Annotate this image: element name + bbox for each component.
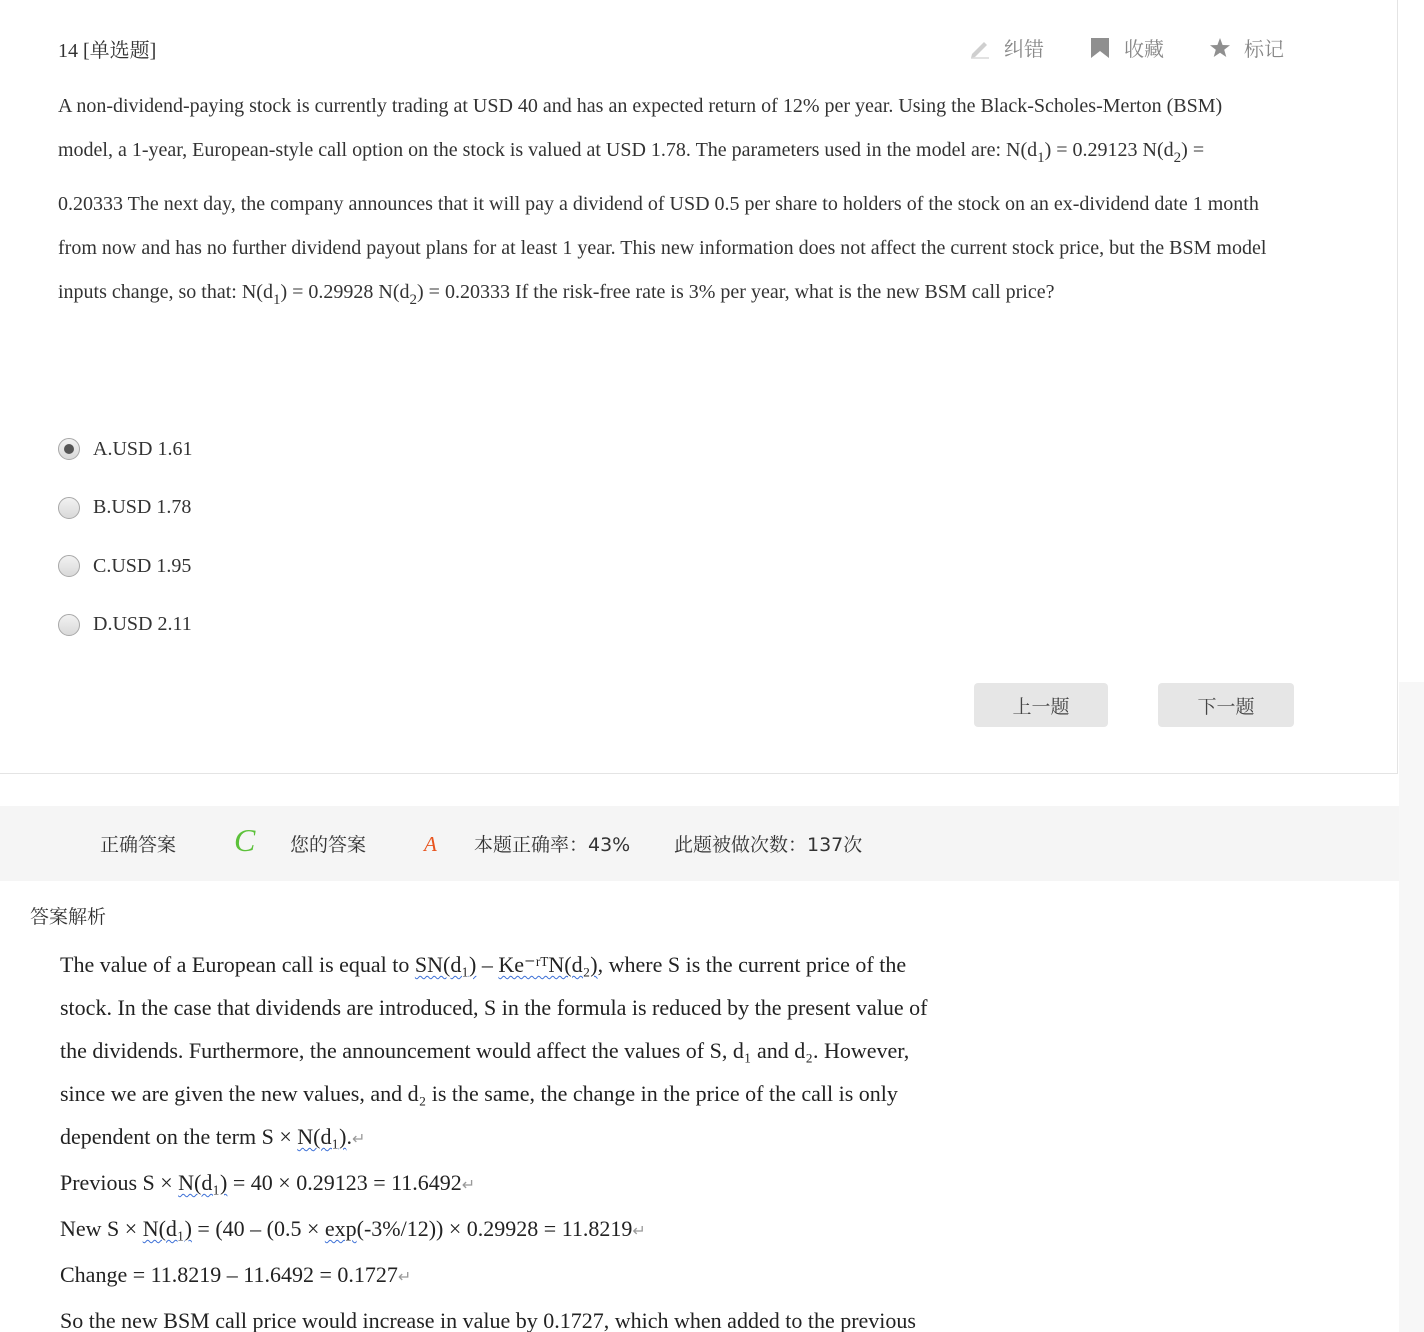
analysis-body — [60, 943, 1020, 1332]
stem-line: from now and has no further dividend payout plans for at least 1 year. This new information does not affect the current stock price, but the BSM model — [58, 237, 1267, 259]
star-icon — [1208, 36, 1232, 60]
option-a[interactable] — [58, 420, 192, 479]
option-label: B.USD 1.78 — [93, 496, 192, 519]
stem-line: 0.20333 The next day, the company announces that it will pay a dividend of USD 0.5 per share to holders of the stock on an ex-dividend date 1 month — [58, 193, 1259, 215]
question-toolbar — [968, 33, 1284, 62]
answer-options — [58, 420, 192, 654]
report-error-button[interactable] — [968, 33, 1044, 62]
mark-button[interactable] — [1208, 33, 1284, 62]
radio-button[interactable] — [58, 497, 80, 519]
stem-line: inputs change, so that: $N(d_1) = 0.29928$ $N(d_2) = 0.20333$ If the risk-free rate is 3% per year, what is the new BSM call price? — [58, 281, 1055, 308]
favorite-button[interactable] — [1088, 33, 1164, 62]
favorite-label: 收藏 — [1124, 37, 1164, 61]
analysis-line: since we are given the new values, and d₂ is the same, the change in the price of the call is only — [60, 1081, 898, 1106]
question-number: 14 [单选题] — [58, 40, 157, 62]
correct-answer-value: C — [234, 822, 256, 858]
analysis-line: the dividends. Furthermore, the announcement would affect the values of S, d₁ and d₂. However, — [60, 1038, 910, 1063]
paragraph-mark-icon: ↵ — [351, 1131, 366, 1148]
option-d[interactable] — [58, 596, 192, 655]
page-gutter-shade — [1399, 682, 1424, 1332]
analysis-line: Change = 11.8219 – 11.6492 = 0.1727↵ — [60, 1262, 412, 1287]
analysis-line: dependent on the term S × N(d₁).↵ — [60, 1124, 366, 1149]
previous-question-button[interactable]: 上一题 — [974, 683, 1108, 727]
option-label: A.USD 1.61 — [93, 437, 193, 460]
radio-button[interactable] — [58, 614, 80, 636]
attempt-count: 此题被做次数：137次 — [674, 834, 863, 856]
question-stem — [58, 84, 1348, 322]
option-c[interactable] — [58, 537, 192, 596]
paragraph-mark-icon: ↵ — [397, 1269, 412, 1286]
analysis-line: stock. In the case that dividends are introduced, S in the formula is reduced by the present value of — [60, 995, 928, 1020]
analysis-line: So the new BSM call price would increase in value by 0.1727, which when added to the previous — [60, 1308, 916, 1332]
accuracy-rate: 本题正确率：43% — [474, 834, 631, 856]
analysis-line: Previous S × N(d₁) = 40 × 0.29123 = 11.6492↵ — [60, 1170, 476, 1195]
next-question-button[interactable]: 下一题 — [1158, 683, 1294, 727]
your-answer-label: 您的答案 — [290, 834, 367, 856]
option-label: C.USD 1.95 — [93, 554, 192, 577]
option-label: D.USD 2.11 — [93, 613, 192, 636]
radio-button[interactable] — [58, 555, 80, 577]
your-answer-value: A — [424, 832, 437, 856]
option-b[interactable] — [58, 479, 192, 538]
analysis-line: New S × N(d₁) = (40 – (0.5 × exp(-3%/12)) × 0.29928 = 11.8219↵ — [60, 1216, 646, 1241]
paragraph-mark-icon: ↵ — [461, 1177, 476, 1194]
pencil-icon — [968, 36, 992, 60]
paragraph-mark-icon: ↵ — [632, 1223, 646, 1240]
report-error-label: 纠错 — [1004, 37, 1044, 61]
bookmark-icon — [1088, 36, 1112, 60]
stem-line: A non-dividend-paying stock is currently trading at USD 40 and has an expected return of 12% per year. Using the Black-Scholes-Merton (BSM) — [58, 95, 1223, 117]
mark-label: 标记 — [1244, 37, 1284, 61]
analysis-line: The value of a European call is equal to SN(d₁) – Ke⁻ʳᵀN(d₂), where S is the current price of the — [60, 952, 907, 977]
correct-answer-label: 正确答案 — [100, 834, 177, 856]
answer-summary-bar — [0, 806, 1399, 881]
stem-line: model, a 1-year, European-style call option on the stock is valued at USD 1.78. The parameters used in the model are: $N(d_1) = 0.29123$ $N(d_2)$ = — [58, 139, 1205, 166]
analysis-title: 答案解析 — [30, 906, 107, 928]
radio-button-selected[interactable] — [58, 438, 80, 460]
